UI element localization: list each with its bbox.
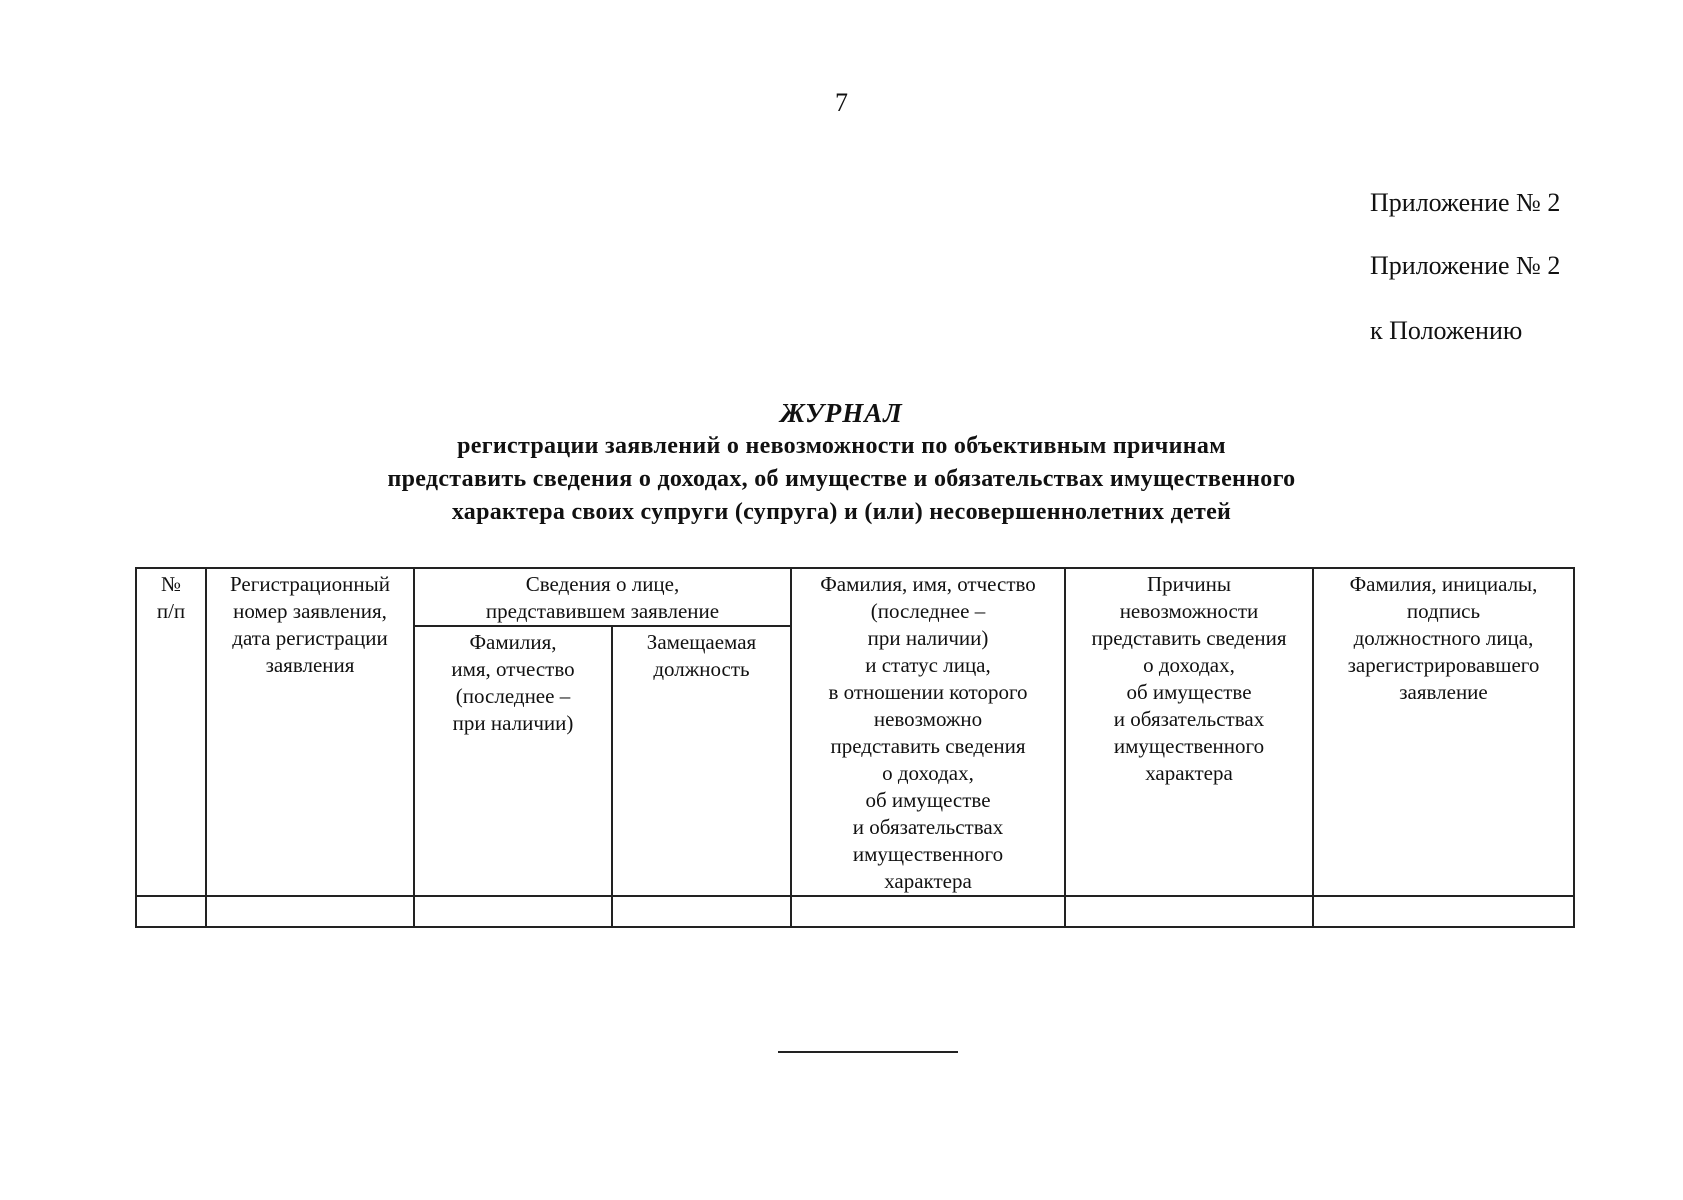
header-text-line: должность [653,657,750,681]
header-text-line: номер заявления, [233,599,387,623]
appendix-label-1: Приложение № 2 [1370,188,1561,217]
header-row-1 [136,568,1574,626]
appendix-reference: к Положению [1370,316,1523,345]
header-text-line: Фамилия, инициалы, [1349,572,1538,596]
page-number: 7 [835,88,848,117]
header-text-line: при наличии) [452,711,574,735]
header-position [612,626,791,896]
header-person-group [414,568,791,626]
header-text-line: характера [1145,761,1233,785]
table-cell-registrar[interactable] [1313,896,1574,927]
footer-divider [778,1051,958,1053]
header-text-line: Причины [1146,572,1232,596]
header-person-name [414,626,612,896]
header-text-line: и обязательствах [852,815,1004,839]
header-text-line: (последнее – [870,599,986,623]
header-text-line: в отношении которого [828,680,1028,704]
header-text-line: и статус лица, [865,653,991,677]
title-main: ЖУРНАЛ [780,398,903,428]
header-text-line: подпись [1406,599,1481,623]
header-text-line: и обязательствах [1113,707,1265,731]
header-text-line: представившем заявление [485,599,720,623]
table-cell-reasons[interactable] [1065,896,1313,927]
header-text-line: о доходах, [1143,653,1235,677]
table-row [136,896,1574,927]
header-text-line: Фамилия, [469,630,557,654]
header-text-line: невозможно [873,707,983,731]
header-text-line: заявления [265,653,355,677]
header-text-line: об имуществе [1126,680,1252,704]
header-text-line: представить сведения [1091,626,1287,650]
title-line-2: представить сведения о доходах, об имуществе и обязательствах имущественного [387,466,1296,492]
header-text-line: имущественного [852,842,1004,866]
table-cell-person-name[interactable] [414,896,612,927]
header-text-line: представить сведения [830,734,1026,758]
header-text-line: невозможности [1119,599,1259,623]
table-cell-relative[interactable] [791,896,1065,927]
header-reg-number [206,568,414,896]
table-cell-num[interactable] [136,896,206,927]
header-text-line: имя, отчество [451,657,575,681]
header-text-line: об имуществе [865,788,991,812]
header-text-line: Регистрационный [230,572,390,596]
appendix-label-2: Приложение № 2 [1370,251,1561,280]
header-text-line: Фамилия, имя, отчество [820,572,1036,596]
title-line-3: характера своих супруги (супруга) и (или) несовершеннолетних детей [451,499,1232,525]
header-text-line: должностного лица, [1353,626,1534,650]
header-registrar [1313,568,1574,896]
journal-table [135,567,1575,928]
header-text-line: имущественного [1113,734,1265,758]
header-text-line: о доходах, [882,761,974,785]
title-line-1: регистрации заявлений о невозможности по объективным причинам [457,433,1226,459]
header-text-line: при наличии) [867,626,989,650]
header-num [136,568,206,896]
header-text-line: п/п [156,599,186,623]
table-cell-position[interactable] [612,896,791,927]
header-text-line: характера [884,869,972,893]
header-text-line: (последнее – [455,684,571,708]
header-reasons [1065,568,1313,896]
document-title [0,396,1683,529]
header-text-line: дата регистрации [232,626,388,650]
header-text-line: зарегистрировавшего [1347,653,1540,677]
header-text-line: Сведения о лице, [525,572,680,596]
table-cell-reg-number[interactable] [206,896,414,927]
header-text-line: № [160,572,182,596]
header-text-line: Замещаемая [646,630,757,654]
header-text-line: заявление [1399,680,1488,704]
header-relative [791,568,1065,896]
